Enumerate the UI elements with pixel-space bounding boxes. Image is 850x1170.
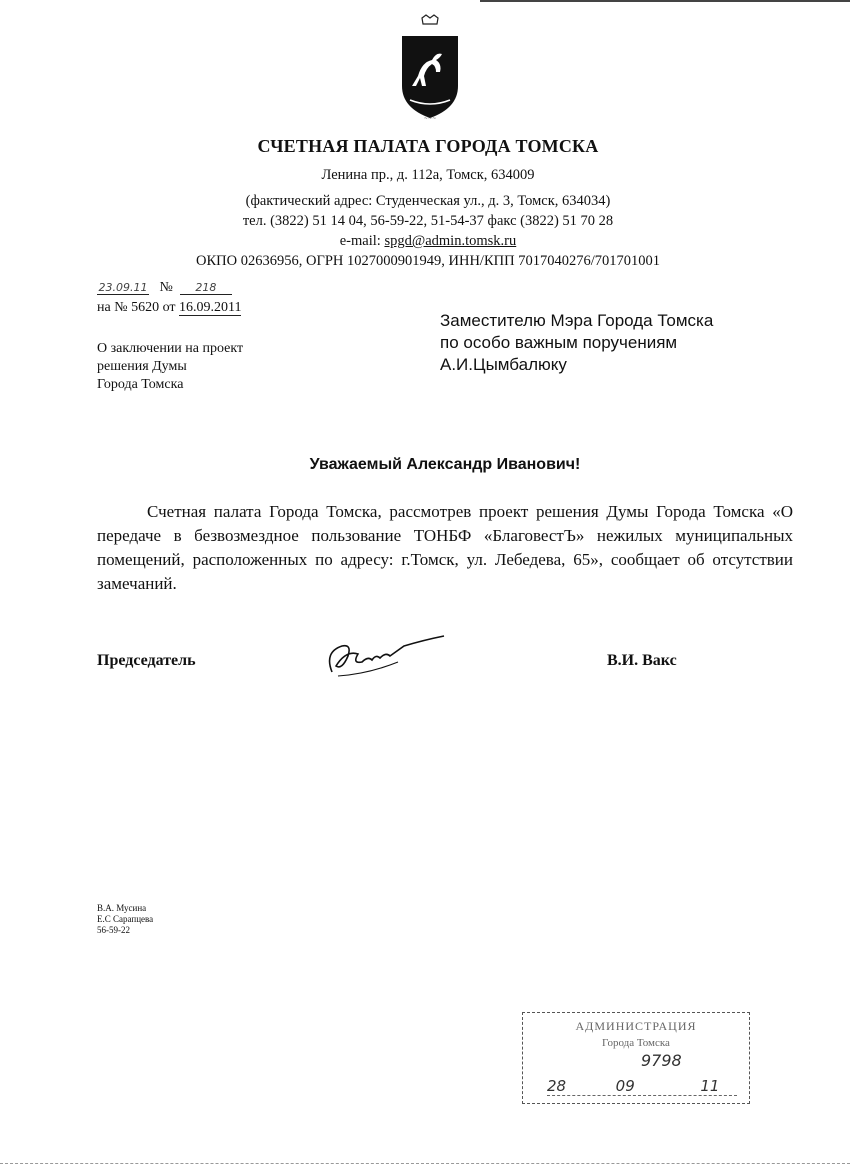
subject-block (97, 340, 243, 394)
organization-title: СЧЕТНАЯ ПАЛАТА ГОРОДА ТОМСКА (257, 136, 599, 156)
addressee-line-3: А.И.Цымбалюку (440, 355, 567, 374)
postal-address: Ленина пр., д. 112а, Томск, 634009 (321, 167, 535, 183)
registration-codes: ОКПО 02636956, ОГРН 1027000901949, ИНН/КПП 7017040276/701701001 (196, 253, 660, 269)
number-label: № (159, 280, 173, 295)
stamp-day: 28 (547, 1077, 567, 1095)
subject-line-3: Города Томска (97, 377, 184, 392)
top-border-line (480, 0, 850, 2)
tomsk-coat-of-arms-icon (398, 14, 462, 124)
email-label: e-mail: (339, 233, 385, 249)
addressee-line-1: Заместителю Мэра Города Томска (440, 311, 714, 330)
stamp-month: 09 (615, 1077, 635, 1095)
executor-line-1: В.А. Мусина (97, 903, 147, 913)
addressee-line-2: по особо важным поручениям (440, 333, 678, 352)
letter-body: Счетная палата Города Томска, рассмотрев проект решения Думы Города Томска «О передаче в безвозмездное пользование ТОНБФ «БлаговестЪ» нежилых муниципальных помещений, расположенных по адресу: г.Томск, ул. Лебедева, 65», сообщает об отсутствии замечаний. (97, 502, 793, 593)
subject-line-2: решения Думы (97, 359, 187, 374)
reference-date: 16.09.2011 (179, 300, 242, 315)
actual-address: (фактический адрес: Студенческая ул., д. 3, Томск, 634034) (245, 193, 611, 209)
executor-line-2: Е.С Сарапцева (97, 914, 154, 924)
bottom-edge-line (0, 1163, 850, 1165)
subject-line-1: О заключении на проект (97, 341, 244, 356)
stamp-line-2: Города Томска (602, 1037, 670, 1049)
signatory-name: В.И. Вакс (607, 652, 677, 669)
handwritten-signature-icon (318, 628, 458, 684)
stamp-reg-number: 9798 (641, 1051, 682, 1070)
stamp-date (547, 1077, 737, 1096)
svg-text:~~~: ~~~ (423, 116, 437, 122)
addressee-block (440, 310, 713, 376)
stamp-year: 11 (700, 1077, 720, 1095)
outgoing-date-handwritten: 23.09.11 (98, 281, 148, 294)
executor-phone: 56-59-22 (97, 925, 130, 935)
reference-line (97, 300, 241, 316)
outgoing-number-line (97, 280, 232, 296)
salutation: Уважаемый Александр Иванович! (309, 456, 581, 473)
email-line (0, 233, 850, 250)
executors-block (97, 903, 153, 936)
outgoing-number-handwritten: 218 (180, 281, 232, 295)
reference-prefix: на № 5620 от (97, 300, 176, 315)
email-link[interactable]: spgd@admin.tomsk.ru (384, 233, 517, 249)
signatory-title: Председатель (97, 652, 196, 669)
stamp-line-1: АДМИНИСТРАЦИЯ (575, 1019, 697, 1033)
registration-stamp (522, 1012, 750, 1104)
phone-fax-line: тел. (3822) 51 14 04, 56-59-22, 51-54-37 факс (3822) 51 70 28 (242, 213, 614, 229)
